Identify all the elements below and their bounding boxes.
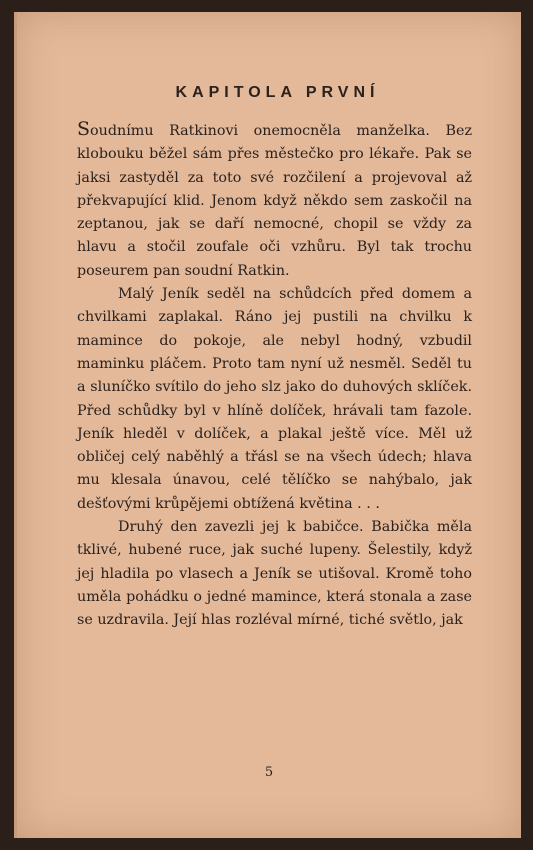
- page-text-block: [77, 82, 472, 633]
- paper-page: [14, 12, 521, 838]
- chapter-heading: KAPITOLA PRVNÍ: [175, 84, 380, 101]
- page-number: 5: [264, 765, 274, 780]
- paragraph-3: Druhý den zavezli jej k babičce. Babička měla tklivé, hubené ruce, jak suché lupeny. Šelestily, když jej hladila po vlasech a Jeník se utišoval. Kromě toho uměla pohádku o jedné mamince, která stonala a zase se uzdravila. Její hlas rozléval mírné, tiché světlo, jak: [77, 519, 472, 629]
- paragraph-initial: S: [77, 118, 91, 140]
- paragraph-1: [77, 118, 472, 283]
- paragraph-2: Malý Jeník seděl na schůdcích před domem a chvilkami zaplakal. Ráno jej pustili na chvilku k mamince do pokoje, ale nebyl hodný, vzbudil maminku pláčem. Proto tam nyní už nesměl. Seděl tu a sluníčko svítilo do jeho slz jako do duhových sklíček. Před schůdky byl v hlíně dolíček, hrávali tam fazole. Jeník hleděl v dolíček, a plakal ještě více. Měl už obličej celý naběhlý a třásl se na všech údech; hlava mu klesala únavou, celé tělíčko se nahýbalo, jak dešťovými krůpějemi obtížená květina . . .: [77, 286, 472, 512]
- paragraph-text: oudnímu Ratkinovi onemocněla manželka. Bez klobouku běžel sám přes městečko pro lékaře. Pak se jaksi zastyděl za toto své rozčilení a projevoval až překvapující klid. Jenom když někdo sem zaskočil na zeptanou, jak se daří nemocné, chopil se vždy za hlavu a stočil zoufale oči vzhůru. Byl tak trochu poseurem pan soudní Ratkin.: [77, 123, 472, 279]
